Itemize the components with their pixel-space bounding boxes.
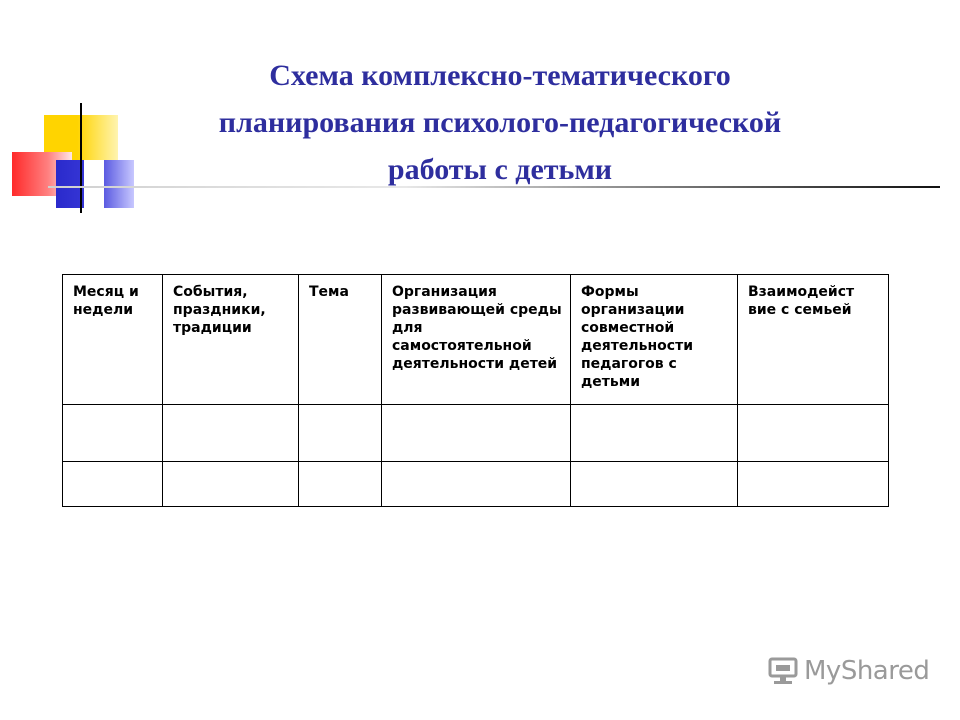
- title-line-3: работы с детьми: [387, 153, 613, 186]
- myshared-logo: [768, 656, 929, 686]
- planning-table: [62, 274, 889, 507]
- header-month-weeks: Месяц и недели: [63, 275, 163, 405]
- table-header-row: [63, 275, 889, 405]
- title-line-2: планирования психолого-педагогической: [218, 106, 782, 139]
- table-cell: [571, 462, 738, 507]
- table-cell: [571, 405, 738, 462]
- table-cell: [299, 405, 382, 462]
- header-events: События, праздники, традиции: [163, 275, 299, 405]
- header-theme: Тема: [299, 275, 382, 405]
- table-cell: [382, 405, 571, 462]
- table-cell: [738, 462, 889, 507]
- header-family-interaction: Взаимодейст вие с семьей: [738, 275, 889, 405]
- table-row: [63, 462, 889, 507]
- monitor-icon: [768, 657, 798, 685]
- logo-text: MyShared: [804, 656, 930, 686]
- table-cell: [63, 462, 163, 507]
- page-title: [130, 52, 870, 193]
- table-cell: [63, 405, 163, 462]
- decor-vertical-line: [80, 103, 82, 213]
- table-row: [63, 405, 889, 462]
- table-cell: [738, 405, 889, 462]
- header-joint-activity: Формы организации совместной деятельности педагогов с детьми: [571, 275, 738, 405]
- table-cell: [299, 462, 382, 507]
- title-line-1: Схема комплексно-тематического: [269, 59, 731, 92]
- table-cell: [163, 405, 299, 462]
- table-cell: [382, 462, 571, 507]
- decor-white-strip: [84, 160, 104, 208]
- header-environment: Организация развивающей среды для самостоятельной деятельности детей: [382, 275, 571, 405]
- table-cell: [163, 462, 299, 507]
